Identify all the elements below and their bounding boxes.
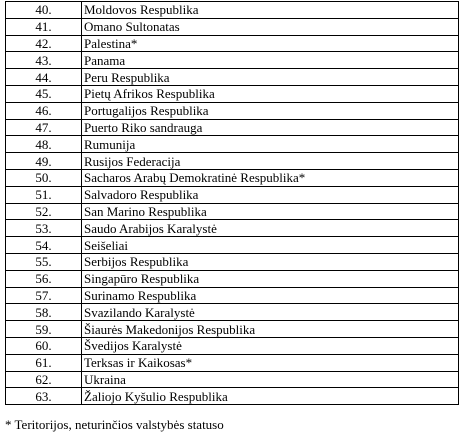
row-number: 63. xyxy=(6,388,82,405)
country-name: Serbijos Respublika xyxy=(82,253,459,270)
country-name: Palestina* xyxy=(82,35,459,52)
country-name: Panama xyxy=(82,52,459,69)
country-name: Peru Respublika xyxy=(82,69,459,86)
row-number: 47. xyxy=(6,119,82,136)
table-row xyxy=(6,388,459,405)
row-number: 59. xyxy=(6,321,82,338)
table-row xyxy=(6,85,459,102)
row-number: 45. xyxy=(6,85,82,102)
row-number: 58. xyxy=(6,304,82,321)
row-number: 42. xyxy=(6,35,82,52)
table-row xyxy=(6,186,459,203)
table-row xyxy=(6,270,459,287)
row-number: 41. xyxy=(6,18,82,35)
country-name: Seišeliai xyxy=(82,237,459,254)
table-row xyxy=(6,203,459,220)
table-row xyxy=(6,69,459,86)
table-row xyxy=(6,321,459,338)
row-number: 53. xyxy=(6,220,82,237)
table-row xyxy=(6,52,459,69)
country-name: Terksas ir Kaikosas* xyxy=(82,354,459,371)
table-row xyxy=(6,337,459,354)
row-number: 48. xyxy=(6,136,82,153)
row-number: 56. xyxy=(6,270,82,287)
row-number: 52. xyxy=(6,203,82,220)
country-name: Šiaurės Makedonijos Respublika xyxy=(82,321,459,338)
table-row xyxy=(6,2,459,19)
table-body xyxy=(6,2,459,405)
table-row xyxy=(6,220,459,237)
country-name: Rusijos Federacija xyxy=(82,153,459,170)
country-name: Omano Sultonatas xyxy=(82,18,459,35)
country-name: Portugalijos Respublika xyxy=(82,102,459,119)
countries-table xyxy=(5,1,459,405)
row-number: 40. xyxy=(6,2,82,19)
row-number: 44. xyxy=(6,69,82,86)
country-name: Rumunija xyxy=(82,136,459,153)
row-number: 49. xyxy=(6,153,82,170)
row-number: 55. xyxy=(6,253,82,270)
country-name: Pietų Afrikos Respublika xyxy=(82,85,459,102)
row-number: 50. xyxy=(6,169,82,186)
table-row xyxy=(6,169,459,186)
country-name: Sacharos Arabų Demokratinė Respublika* xyxy=(82,169,459,186)
row-number: 51. xyxy=(6,186,82,203)
row-number: 61. xyxy=(6,354,82,371)
table-row xyxy=(6,136,459,153)
footnote: * Teritorijos, neturinčios valstybės statuso xyxy=(5,417,224,432)
row-number: 54. xyxy=(6,237,82,254)
table-row xyxy=(6,18,459,35)
country-name: San Marino Respublika xyxy=(82,203,459,220)
country-name: Svazilando Karalystė xyxy=(82,304,459,321)
row-number: 46. xyxy=(6,102,82,119)
row-number: 43. xyxy=(6,52,82,69)
table-row xyxy=(6,119,459,136)
table-row xyxy=(6,253,459,270)
country-name: Puerto Riko sandrauga xyxy=(82,119,459,136)
country-name: Žaliojo Kyšulio Respublika xyxy=(82,388,459,405)
country-name: Singapūro Respublika xyxy=(82,270,459,287)
row-number: 60. xyxy=(6,337,82,354)
table-row xyxy=(6,287,459,304)
table-row xyxy=(6,371,459,388)
country-name: Salvadoro Respublika xyxy=(82,186,459,203)
table-row xyxy=(6,304,459,321)
table-row xyxy=(6,237,459,254)
country-name: Moldovos Respublika xyxy=(82,2,459,19)
country-name: Ukraina xyxy=(82,371,459,388)
table-row xyxy=(6,354,459,371)
country-name: Švedijos Karalystė xyxy=(82,337,459,354)
country-name: Surinamo Respublika xyxy=(82,287,459,304)
table-row xyxy=(6,35,459,52)
country-name: Saudo Arabijos Karalystė xyxy=(82,220,459,237)
table-row xyxy=(6,102,459,119)
table-row xyxy=(6,153,459,170)
row-number: 62. xyxy=(6,371,82,388)
row-number: 57. xyxy=(6,287,82,304)
